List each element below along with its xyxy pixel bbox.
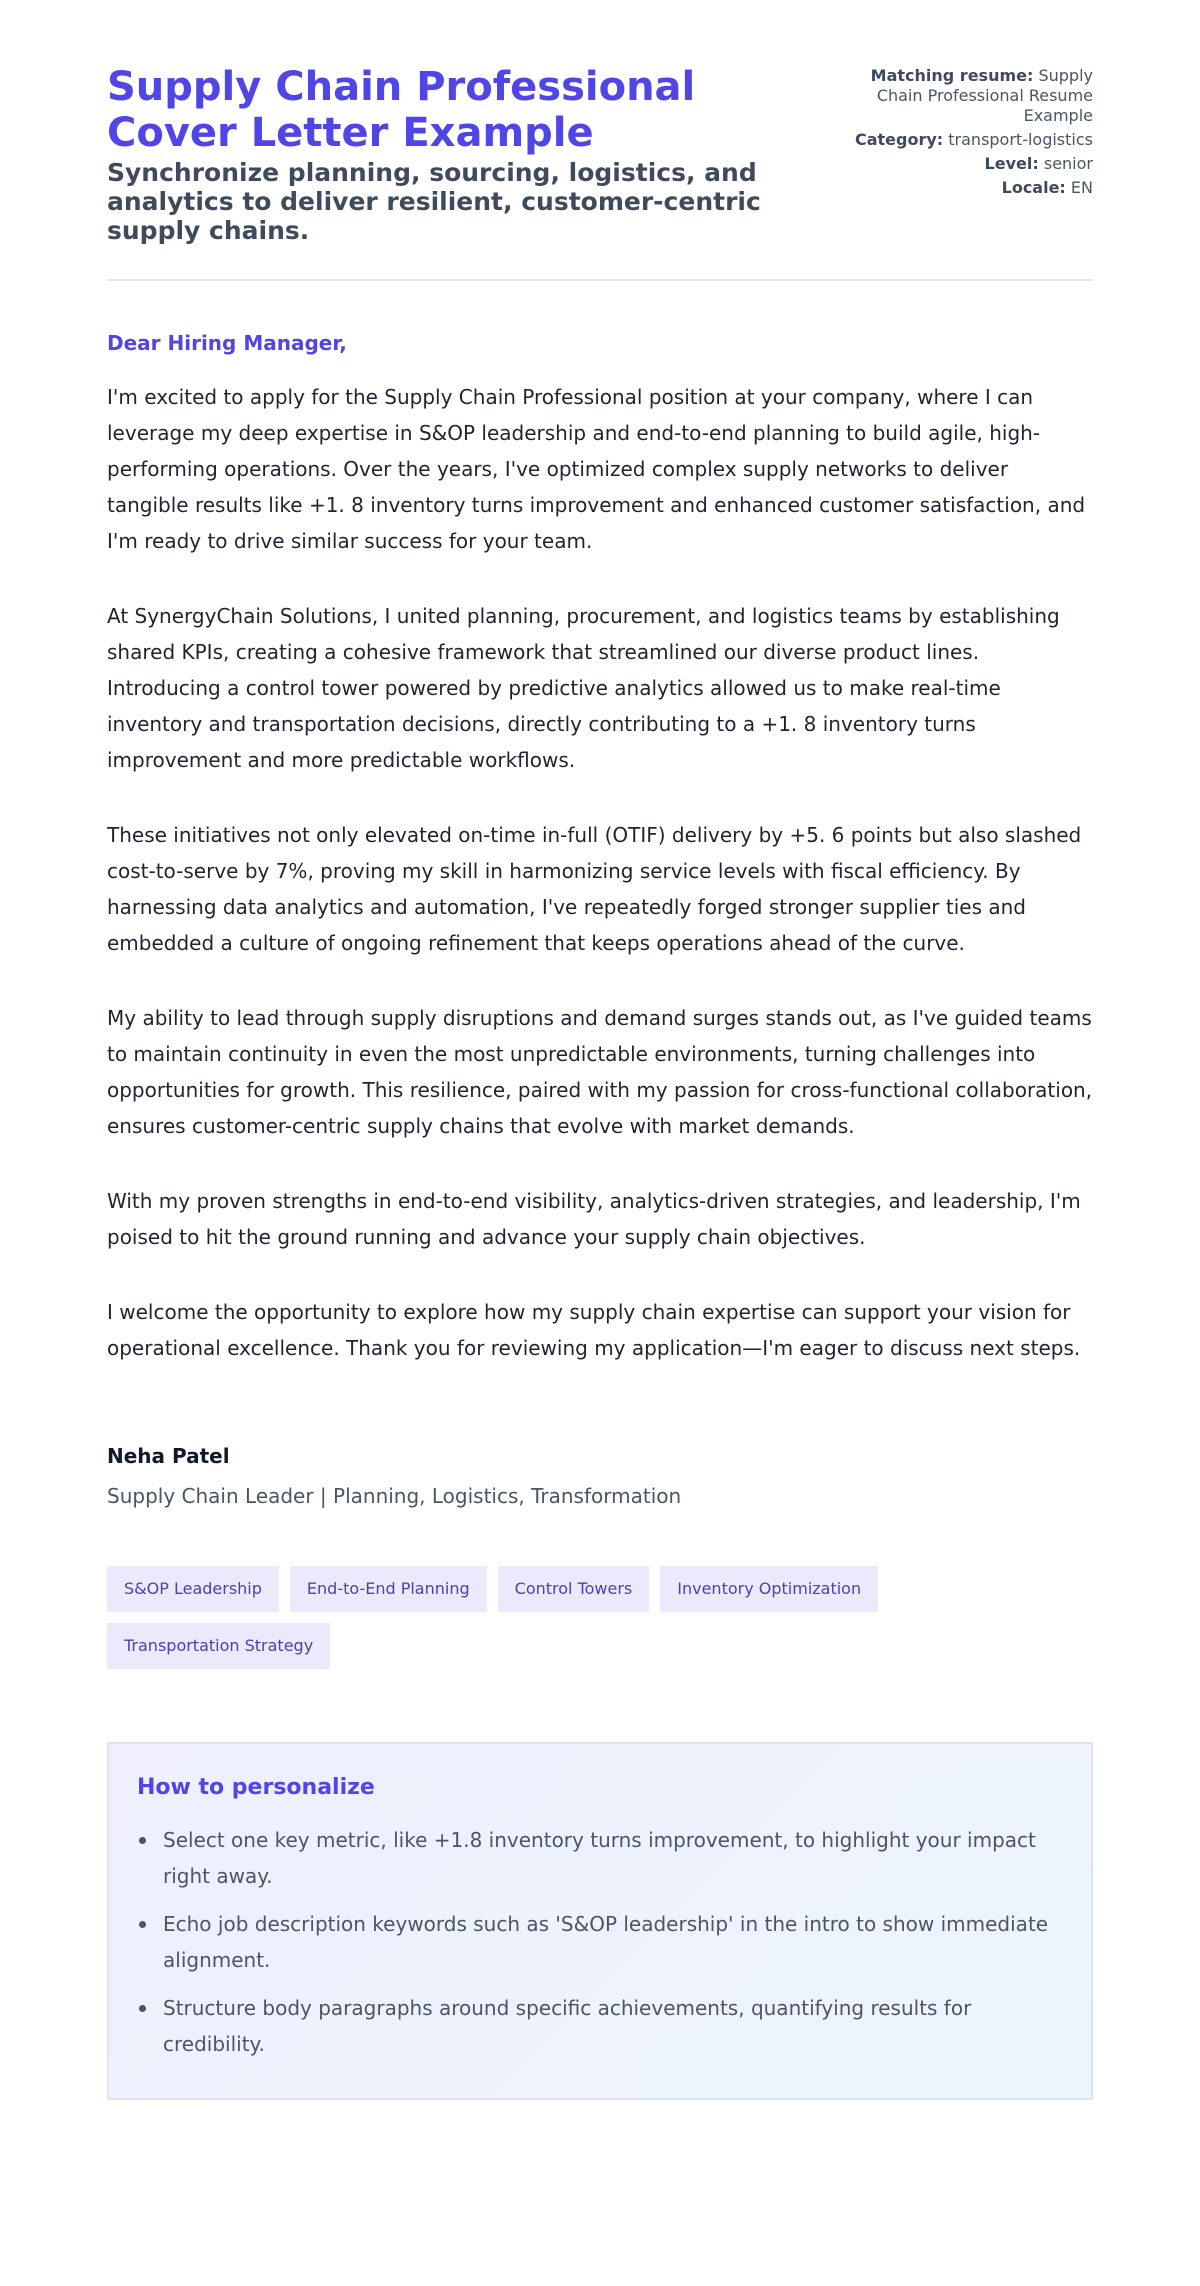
bullet-icon: [139, 2005, 146, 2012]
letter-body: [107, 281, 1093, 1510]
signature-block: [107, 1442, 1093, 1510]
meta-info: [843, 64, 1093, 202]
tips-item-text: Select one key metric, like +1.8 inventory turns improvement, to highlight your impact right away.: [163, 1828, 1036, 1888]
header-titles: [107, 64, 797, 245]
signature-name: Neha Patel: [107, 1444, 230, 1468]
meta-value: senior: [1043, 154, 1093, 173]
meta-value: Supply Chain Professional Resume Example: [876, 66, 1093, 125]
tips-title: How to personalize: [137, 1775, 375, 1800]
bullet-icon: [139, 1837, 146, 1844]
page-subtitle: Synchronize planning, sourcing, logistics, and analytics to deliver resilient, customer-centric supply chains.: [107, 158, 761, 245]
meta-category: [843, 130, 1093, 150]
meta-label: Category:: [854, 130, 944, 149]
meta-label: Matching resume:: [870, 66, 1034, 85]
tips-item: [137, 1906, 1063, 1978]
meta-label: Level:: [984, 154, 1039, 173]
tips-item: [137, 1822, 1063, 1894]
tips-item-text: Structure body paragraphs around specific achievements, quantifying results for credibility.: [163, 1996, 972, 2056]
skill-tag: S&OP Leadership: [107, 1566, 279, 1612]
skill-tag: Inventory Optimization: [660, 1566, 878, 1612]
meta-matching-resume: [843, 66, 1093, 126]
page-title: Supply Chain Professional Cover Letter Example: [107, 64, 696, 156]
tips-list: [137, 1822, 1063, 2062]
bullet-icon: [139, 1921, 146, 1928]
personalize-tips-box: [107, 1742, 1093, 2100]
meta-level: [843, 154, 1093, 174]
tips-item: [137, 1990, 1063, 2062]
skill-tags: [107, 1566, 1037, 1669]
signature-title: Supply Chain Leader | Planning, Logistics, Transformation: [107, 1484, 682, 1508]
skill-tag: Transportation Strategy: [107, 1623, 330, 1669]
meta-locale: [843, 178, 1093, 198]
letter-paragraph: My ability to lead through supply disruptions and demand surges stands out, as I've guided teams to maintain continuity in even the most unpredictable environments, turning challenges into opportunities for growth. This resilience, paired with my passion for cross-functional collaboration, ensures customer-centric supply chains that evolve with market demands.: [107, 1006, 1093, 1138]
meta-value: EN: [1070, 178, 1093, 197]
skill-tag: End-to-End Planning: [290, 1566, 487, 1612]
letter-paragraph: With my proven strengths in end-to-end visibility, analytics-driven strategies, and leadership, I'm poised to hit the ground running and advance your supply chain objectives.: [107, 1189, 1081, 1249]
salutation: Dear Hiring Manager,: [107, 331, 347, 355]
letter-paragraph: I welcome the opportunity to explore how my supply chain expertise can support your vision for operational excellence. Thank you for reviewing my application—I'm eager to discuss next steps.: [107, 1300, 1081, 1360]
meta-value: transport-logistics: [948, 130, 1093, 149]
page-header: [107, 64, 1093, 281]
meta-label: Locale:: [1001, 178, 1066, 197]
skill-tag: Control Towers: [498, 1566, 650, 1612]
letter-paragraph: At SynergyChain Solutions, I united planning, procurement, and logistics teams by establishing shared KPIs, creating a cohesive framework that streamlined our diverse product lines. Introducing a control tower powered by predictive analytics allowed us to make real-time inventory and transportation decisions, directly contributing to a +1. 8 inventory turns improvement and more predictable workflows.: [107, 604, 1060, 772]
letter-paragraph: These initiatives not only elevated on-time in-full (OTIF) delivery by +5. 6 points but also slashed cost-to-serve by 7%, proving my skill in harmonizing service levels with fiscal efficiency. By harnessing data analytics and automation, I've repeatedly forged stronger supplier ties and embedded a culture of ongoing refinement that keeps operations ahead of the curve.: [107, 823, 1082, 955]
tips-item-text: Echo job description keywords such as 'S&OP leadership' in the intro to show immediate alignment.: [163, 1912, 1049, 1972]
letter-paragraph: I'm excited to apply for the Supply Chain Professional position at your company, where I can leverage my deep expertise in S&OP leadership and end-to-end planning to build agile, high-performing operations. Over the years, I've optimized complex supply networks to deliver tangible results like +1. 8 inventory turns improvement and enhanced customer satisfaction, and I'm ready to drive similar success for your team.: [107, 385, 1086, 553]
